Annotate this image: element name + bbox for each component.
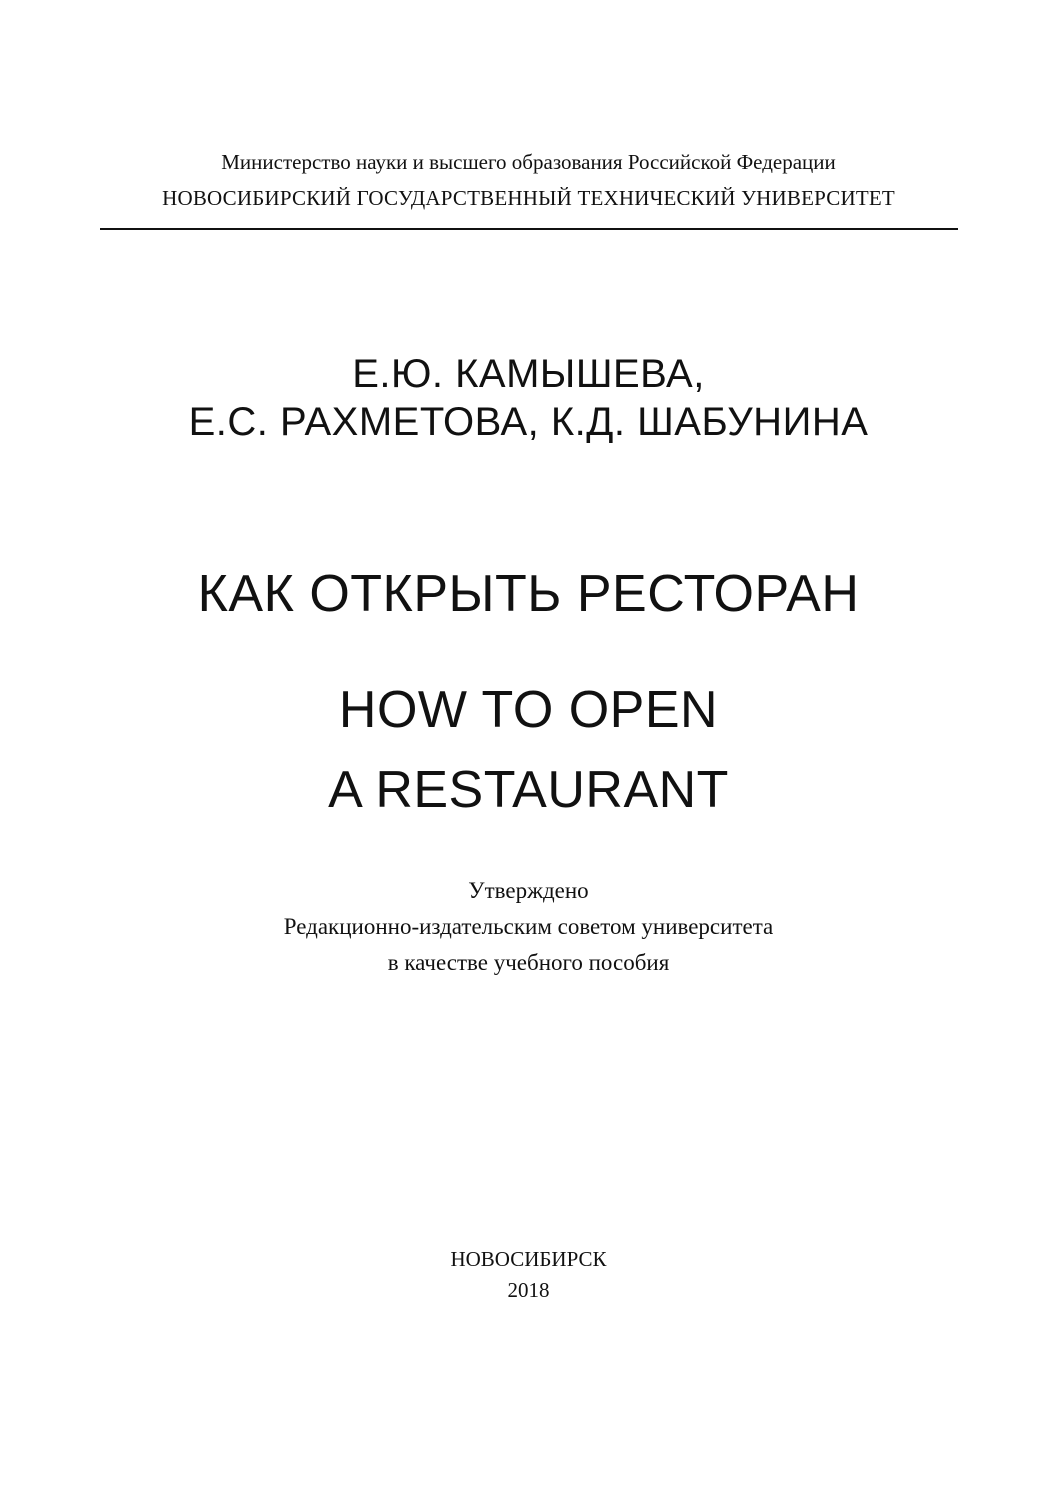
ministry-name: Министерство науки и высшего образования Российской Федерации bbox=[221, 150, 836, 174]
approval-line-2: Редакционно-издательским советом университета bbox=[283, 914, 774, 939]
book-title-english-line-2: A RESTAURANT bbox=[328, 761, 729, 819]
book-title-english-line-1: HOW TO OPEN bbox=[338, 681, 719, 739]
approval-line-1: Утверждено bbox=[468, 878, 589, 903]
authors-line-1: Е.Ю. КАМЫШЕВА, bbox=[352, 352, 705, 396]
book-title-russian: КАК ОТКРЫТЬ РЕСТОРАН bbox=[197, 565, 860, 623]
header-divider bbox=[100, 228, 958, 230]
publication-year: 2018 bbox=[507, 1278, 550, 1302]
authors-line-2: Е.С. РАХМЕТОВА, К.Д. ШАБУНИНА bbox=[188, 400, 869, 444]
publication-city: НОВОСИБИРСК bbox=[450, 1247, 607, 1271]
university-name: НОВОСИБИРСКИЙ ГОСУДАРСТВЕННЫЙ ТЕХНИЧЕСКИЙ УНИВЕРСИТЕТ bbox=[162, 186, 895, 210]
approval-line-3: в качестве учебного пособия bbox=[387, 950, 670, 975]
